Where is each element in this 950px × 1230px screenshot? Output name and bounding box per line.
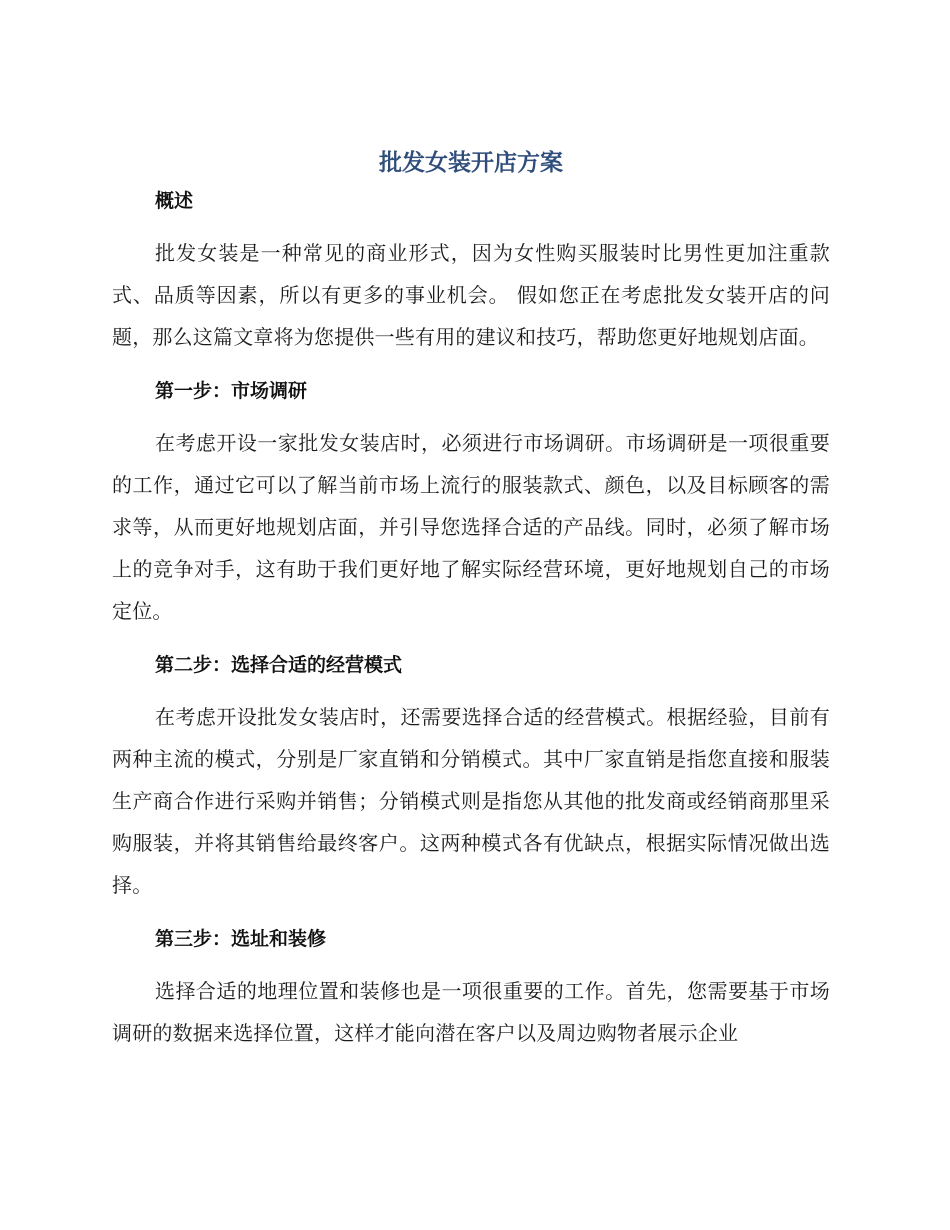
section-step-3	[112, 924, 830, 1054]
section-step-2	[112, 650, 830, 906]
section-heading: 概述	[155, 190, 194, 212]
section-paragraph: 在考虑开设一家批发女装店时，必须进行市场调研。市场调研是一项很重要的工作，通过它可以了解当前市场上流行的服装款式、颜色，以及目标顾客的需求等，从而更好地规划店面，并引导您选择合适的产品线。同时，必须了解市场上的竞争对手，这有助于我们更好地了解实际经营环境，更好地规划自己的市场定位。	[112, 431, 830, 623]
section-paragraph: 批发女装是一种常见的商业形式，因为女性购买服装时比男性更加注重款式、品质等因素，所以有更多的事业机会。 假如您正在考虑批发女装开店的问题，那么这篇文章将为您提供一些有用的建议和技巧，帮助您更好地规划店面。	[112, 241, 830, 349]
section-paragraph: 选择合适的地理位置和装修也是一项很重要的工作。首先，您需要基于市场调研的数据来选择位置，这样才能向潜在客户以及周边购物者展示企业	[112, 979, 830, 1045]
section-heading: 第三步：选址和装修	[155, 928, 327, 950]
section-overview	[112, 186, 830, 358]
section-paragraph: 在考虑开设批发女装店时，还需要选择合适的经营模式。根据经验，目前有两种主流的模式，分别是厂家直销和分销模式。其中厂家直销是指您直接和服装生产商合作进行采购并销售；分销模式则是指您从其他的批发商或经销商那里采购服装，并将其销售给最终客户。这两种模式各有优缺点，根据实际情况做出选择。	[112, 705, 830, 897]
document-title: 批发女装开店方案	[379, 150, 563, 176]
section-step-1	[112, 376, 830, 632]
document-page	[112, 143, 830, 1072]
section-heading: 第二步：选择合适的经营模式	[155, 654, 403, 676]
section-heading: 第一步：市场调研	[155, 380, 308, 402]
